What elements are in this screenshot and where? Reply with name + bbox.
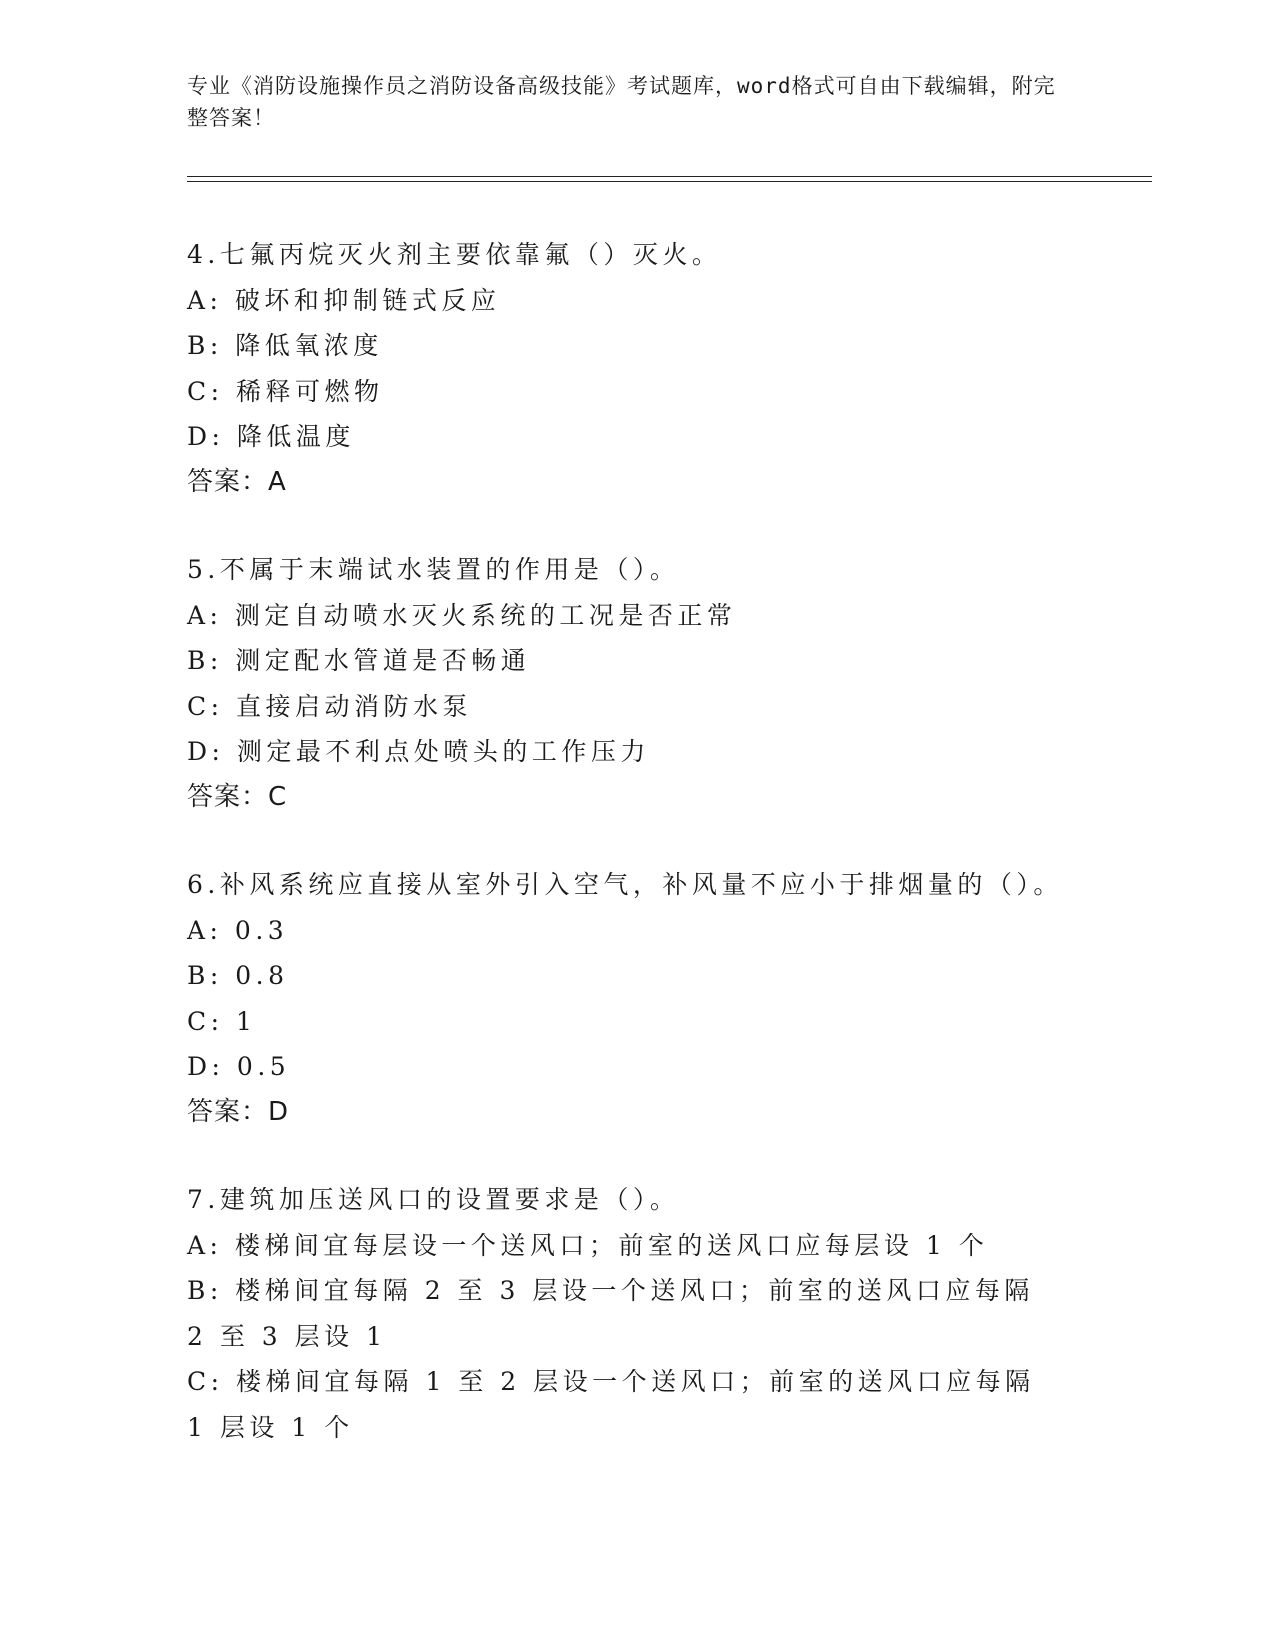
option-a: A: 测定自动喷水灭火系统的工况是否正常 xyxy=(187,600,737,630)
answer-label: 答案：A xyxy=(187,466,287,497)
option-a: A: 楼梯间宜每层设一个送风口；前室的送风口应每层设 1 个 xyxy=(187,1230,989,1260)
option-b: B: 0.8 xyxy=(187,961,289,990)
question-stem: 7.建筑加压送风口的设置要求是（）。 xyxy=(187,1185,680,1214)
answer-label: 答案：C xyxy=(187,781,288,812)
question-5 xyxy=(187,547,1087,820)
option-c: C: 楼梯间宜每隔 1 至 2 层设一个送风口；前室的送风口应每隔 1 层设 1 个 xyxy=(187,1367,1048,1442)
document-header: 专业《消防设施操作员之消防设备高级技能》考试题库，word格式可自由下载编辑，附完整答案！ xyxy=(187,74,1056,130)
option-b: B: 降低氧浓度 xyxy=(187,331,383,360)
header-divider-bottom xyxy=(187,181,1152,182)
question-4 xyxy=(187,232,1087,505)
option-d: D: 0.5 xyxy=(187,1052,291,1081)
question-list xyxy=(187,232,1087,1492)
option-d: D: 测定最不利点处喷头的工作压力 xyxy=(187,737,650,766)
option-d: D: 降低温度 xyxy=(187,422,355,451)
option-c: C: 直接启动消防水泵 xyxy=(187,691,472,721)
header-divider-top xyxy=(187,176,1152,177)
option-c: C: 1 xyxy=(187,1006,257,1036)
question-stem: 5.不属于末端试水装置的作用是（）。 xyxy=(187,555,680,584)
question-stem: 4.七氟丙烷灭火剂主要依靠氟（）灭火。 xyxy=(187,240,722,269)
question-6 xyxy=(187,862,1087,1135)
option-a: A: 0.3 xyxy=(187,915,289,945)
question-stem: 6.补风系统应直接从室外引入空气，补风量不应小于排烟量的（）。 xyxy=(187,870,1063,899)
question-7 xyxy=(187,1177,1087,1450)
option-b: B: 测定配水管道是否畅通 xyxy=(187,646,531,675)
option-c: C: 稀释可燃物 xyxy=(187,376,384,406)
option-a: A: 破坏和抑制链式反应 xyxy=(187,285,501,315)
answer-label: 答案：D xyxy=(187,1096,290,1127)
option-b: B: 楼梯间宜每隔 2 至 3 层设一个送风口；前室的送风口应每隔 2 至 3 层设 1 xyxy=(187,1276,1047,1351)
